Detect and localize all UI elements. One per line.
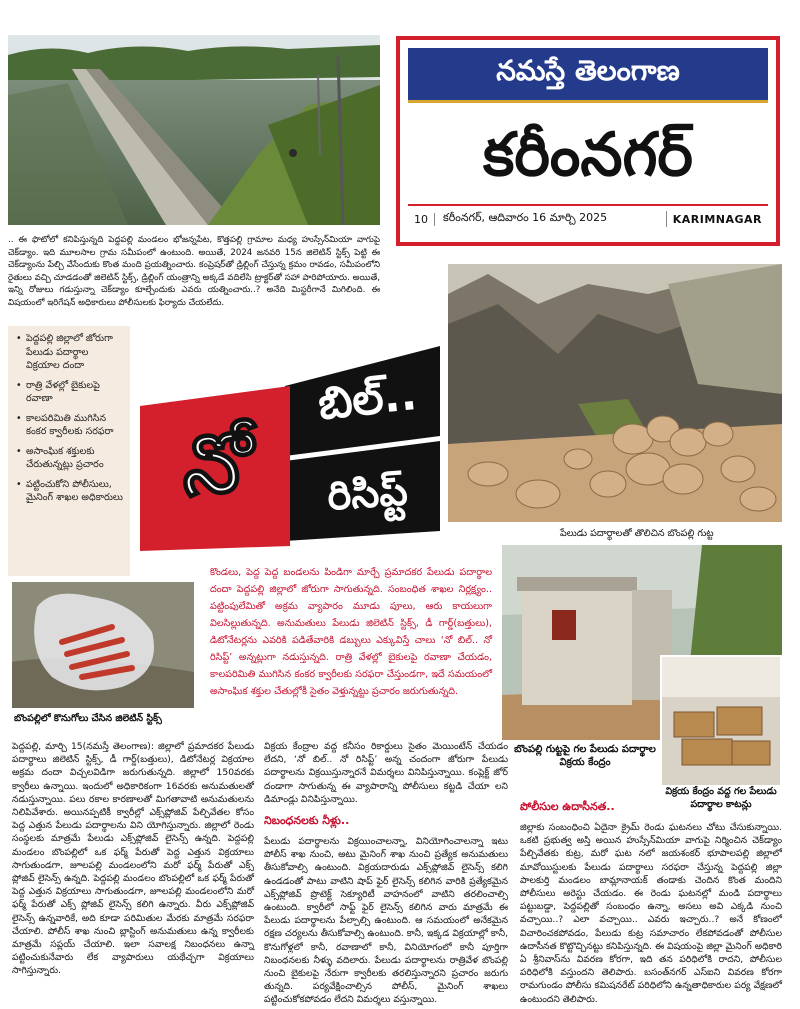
- page-number: 10: [408, 213, 435, 226]
- paper-name: నమస్తే తెలంగాణ: [496, 54, 680, 87]
- dateline: కరీంనగర్, ఆదివారం 16 మార్చి 2025: [435, 211, 667, 227]
- body-column-1: పెద్దపల్లి, మార్చి 15(నమస్తే తెలంగాణ): జిల్లాలో ప్రమాదకర పేలుడు పదార్థాలు జిలెటిన్ స్టిక్స్, డీ గార్డ్(బత్తులు), డిటోనేటర్ల విక్రయాల అక్రమ దందా విచ్చలవిడిగా జరుగుతున్నది. జిల్లాలో 150వరకు క్వారీలు ఉన్నాయి. ఇందులో అధికారికంగా 16వరకు అనుమతులతో నడుస్తున్నాయి. పలు రకాల కారణాలతో మిగతావాటి అనుమతులను నిలిపివేశారు. అయినప్పటికీ క్వారీల్లో ఎక్స్‌ప్లోజివ్ పేల్చివేతల కోసం పెద్ద ఎత్తున పేలుడు పదార్థాలను విని యోగిస్తున్నారు. జిల్లాలో రెండు సంస్థలకు మాత్రమే పేలుడు ఎక్స్‌ప్లోజివ్ లైసెన్స్ ఉన్నది. పెద్దపల్లి మండలం బొంపల్లిలో ఒక ఫర్మ్ పేరుతో పెద్ద ఎత్తున విక్రయాలు సాగుతుండగా, జూలపల్లి మండలంలోని మరో ఫర్మ్ పేరుతో ఎక్స్ ప్లోజివ్ లైసెన్స్ ఉన్నది. పెద్దపల్లి మండలం బొంపల్లిలో ఒక ఫర్మ్ పేరుతో పెద్ద ఎత్తున విక్రయాలు సాగుతుండగా, జూలపల్లి మండలంలోని మరో ఫర్మ్ పేరుతో ఎక్స్ ప్లోజివ్ లైసెన్స్ కలిగి ఉన్నారు. వీరు ఎక్స్‌ప్లోజివ్ లైసెన్స్ ఉన్నవారికే, అది కూడా పరిమితుల మేరకు మాత్రమే సరఫరా చేయాలి. పోలీస్ శాఖ నుంచి బ్లాస్టింగ్ అనుమతులు ఉన్న క్వారీలకు మాత్రమే సప్లయ్ చేయాలి. ఇలా సవాలక్ష నిబంధనలు ఉన్నా పట్టించుకునేవారు లేక వ్యాపారులు యథేచ్ఛగా విక్రయాలు సాగిస్తున్నారు.: [12, 741, 254, 977]
- headline-receipt: రిసిప్ట్: [325, 468, 410, 520]
- headline-no: నో: [176, 413, 260, 516]
- dateline-bar: [408, 204, 768, 232]
- highlights-box: [8, 326, 130, 576]
- edition-title: కరీంనగర్: [483, 120, 693, 190]
- boxes-image: [662, 657, 780, 785]
- masthead: [396, 36, 780, 246]
- gelatin-sticks-image: [12, 582, 194, 708]
- column-3-paragraph: జిల్లాకు సంబంధించి ఏదైనా క్రైమ్ రెండు ఘటనలు చోటు చేసుకున్నాయి. ఒకటి ప్రభుత్వ అస్తి అయిన హుస్సేన్‌మియా వాగుపై నిర్మించిన చెక్‌డ్యాం పేల్చివేతకు కుట్ర, మరో ఘట నలో జయశంకర్ భూపాలపల్లి జిల్లాలో మావోయిస్టులకు పేలుడు పదార్థాలు సరఫరా చేస్తున్న పెద్దపల్లి జిల్లా పాలకుర్తి మండలం బామ్లానాయక్ తండాకు చెందిన కొంత మందిని పోలీసులు అరెస్టు చేయడం. ఈ రెండు ఘటనల్లో మండి పదార్థాలు పట్టుబడ్డా, పెద్దపల్లితో సంబంధం ఉన్నా, అసలు అవి ఎక్కడి నుంచి వచ్చాయి..? ఎలా వచ్చాయి.. ఎవరు ఇచ్చారు..? అనే కోణంలో విచారించకపోవడం, పేలుడు కుట్ర సమాచారం లేకపోవడంతో పోలీసుల ఉదాసీనత కొట్టొచ్చినట్టు కనిపిస్తున్నది. ఈ విషయంపై జిల్లా మైనింగ్ అధికారి ఏ శ్రీనివాస్‌ను వివరణ కోరగా, ఇది తన పరిధిలోకి రాదని, పోలీసుల పరిధిలోకి వస్తుందని తెలిపారు. బసంత్‌నగర్ ఎస్‌ఐని వివరణ కోరగా రామగుండం పోలీసు కమిషనరేట్ పరిధిలోని ఉన్నతాధికారుల పర్య వేక్షణలో ఉంటుందని తెలిపారు.: [520, 822, 782, 1005]
- body-column-3: [520, 800, 782, 1006]
- gelatin-sticks-photo: [12, 582, 194, 708]
- column-3-subheading: పోలీసుల ఉదాసీనత..: [520, 800, 615, 813]
- gelatin-sticks-caption: బొంపల్లిలో కొనుగోలు చేసిన జిలెటిన్ స్టిక్స్: [14, 713, 162, 724]
- quarry-hill-image: [448, 264, 782, 522]
- intro-paragraph: కొండలు, పెద్ద పెద్ద బండలను పిండిగా మార్చే ప్రమాదకర పేలుడు పదార్థాల దందా పెద్దపల్లి జిల్లాలో జోరుగా సాగుతున్నది. సంబంధిత శాఖల నిర్లక్ష్యం.. పట్టింపులేమితో అక్రమ వ్యాపారం మూడు పూలు, ఆరు కాయలుగా విలసిల్లుతున్నది. అనుమతులు పేలుడు జిలెటిన్ స్టిక్స్, డీ గార్డ్(బత్తులు), డిటోనేటర్లను ఎవరికి పడితేవారికి డబ్బులు ఎక్కువిస్తే చాలు ‘నో బిల్.. నో రిసిప్ట్’ అన్నట్లుగా నడుస్తున్నది. రాత్రి వేళల్లో బైకులపై రవాణా చేయడం, కాలపరిమితి ముగిసిన కంకర క్వారీలకు సరఫరా చేస్తుండగా, ఇదే సమయంలో అసాంఘిక శక్తుల చేతుల్లోకీ సైతం వెళ్తున్నట్టు ప్రచారం జరుగుతున్నది.: [210, 567, 492, 697]
- check-dam-photo: [8, 35, 380, 225]
- headline-bill: బిల్..: [315, 368, 420, 431]
- shed-caption: బొంపల్లి గుట్టపై గల పేలుడు పదార్థాల విక్రయ కేంద్రం: [514, 744, 656, 768]
- check-dam-image: [8, 35, 380, 225]
- body-column-2: [264, 740, 508, 1007]
- column-2-paragraph-1: విక్రయ కేంద్రాల వద్ద కనీసం రికార్డులు సైతం మెయింటేన్ చేయడం లేదని, ‘నో బిల్.. నో రిసిప్ట్’ అన్న చందంగా జోరుగా పేలుడు పదార్థాలను విక్రయిస్తున్నారనే విమర్శలు వినిపిస్తున్నాయి. కంప్లెక్ట్ జోర్ దండాగా సాగుతున్న ఈ వ్యాపారాన్ని పోలీసులు కట్టడి చేయా లని డిమాండ్లు వినిపిస్తున్నాయి.: [264, 741, 508, 805]
- boxes-photo: [660, 655, 782, 787]
- highlight-item: • అసాంఘిక శక్తులకు చేరుతున్నట్లు ప్రచారం: [16, 445, 104, 470]
- check-dam-caption: .. ఈ ఫొటోలో కనిపిస్తున్నది పెద్దపల్లి మండలం భోజన్నపేట, కొత్తపల్లి గ్రామాల మధ్య హుస్సేన్‌మియా వాగుపై చెక్‌డ్యాం. ఇది మూలసాల గ్రామ సమీపంలో ఉంటుంది. అయితే, 2024 జనవరి 15న జిలెటిన్ స్టిక్స్ పెట్టి ఈ చెక్‌డ్యాంను పేల్చి వేసేందుకు కొంత మంది ప్రయత్నించారు. కంప్రెషర్‌తో డ్రిల్లింగ్ చేస్తున్న క్రమం రావడం, సమీపంలోని రైతులు వచ్చి చూడడంతో జిలెటిన్ స్టిక్స్, డ్రిల్లింగ్ యంత్రాన్ని అక్కడే వదిలేసి ట్రాక్టర్‌తో సహా పారిపోయారు. అయితే, ఇన్ని రోజులు గడుస్తున్నా చెక్‌డ్యాం కూల్చేందుకు ఎవరు యత్నించారు..? అనేది మిస్టరీగానే మిగిలింది. ఈ విషయంలో ఇరిగేషన్ అధికారులు పోలీసులకు ఫిర్యాదు చేయలేదు.: [8, 235, 380, 308]
- highlight-item: • పెద్దపల్లి జిల్లాలో జోరుగా పేలుడు పదార్థాల విక్రయాల దందా: [16, 333, 113, 371]
- column-2-paragraph-2: పేలుడు పదార్థాలను విక్రయించాలన్నా, వినియోగించాలన్నా ఇటు పోలీస్ శాఖ నుంచి, అటు మైనింగ్ శాఖ నుంచి ప్రత్యేక అనుమతులు తీసుకోవాల్సి ఉంటుంది. విక్రయదారుడు ఎక్స్‌ప్లోజివ్ లైసెన్స్ కలిగి ఉండడంతో పాటు వాటిని షాప్ ఫైర్ లైసెన్స్ కలిగిన వారికి ప్రత్యేకమైన ఎక్స్‌ప్లోజివ్ ప్రొటెక్ట్ సెక్యూరిటీ వాహనంలో వాటిని తరలించాల్సి ఉంటుంది. క్వారీలో సాఫ్ట్ ఫైర్ లైసెన్స్ కలిగిన వారు మాత్రమే ఈ పేలుడు పదార్థాలను పేల్చాల్సి ఉంటుంది. ఆ సమయంలో అనేకమైన రక్షణ చర్యలను తీసుకోవాల్సి ఉంటుంది. కానీ, ఇక్కడ విక్రయాల్లో కానీ, కొనుగోళ్లలో కానీ, రవాణాలో కానీ, వినియోగంలో కానీ పూర్తిగా నిబంధనలకు నీళ్ళు వదిలారు. పేలుడు పదార్థాలను రాత్రివేళ బొంపల్లి నుంచి బైకులపై నేరుగా క్వారీలకు తరలిస్తున్నారని ప్రచారం జరుగు తున్నది. పర్యవేక్షించాల్సిన పోలీస్, మైనింగ్ శాఖలు పట్టించుకోకపోవడం లేదని విమర్శలు వస్తున్నాయి.: [264, 836, 508, 1006]
- column-2-subheading: నిబంధనలకు నీళ్లు..: [264, 814, 350, 828]
- headline-graphic: [140, 326, 450, 556]
- edition-english: KARIMNAGAR: [672, 212, 762, 226]
- quarry-hill-photo: [448, 264, 782, 522]
- highlight-item: • కాలపరిమితి ముగిసిన కంకర క్వారీలకు సరఫరా: [16, 412, 114, 437]
- masthead-name-bar: [408, 48, 768, 103]
- highlights-list: [8, 326, 130, 505]
- quarry-hill-caption: పేలుడు పదార్థాలతో తొలిచిన బొంపల్లి గుట్ట: [560, 528, 714, 539]
- highlight-item: • పట్టించుకోని పోలీసులు, మైనింగ్ శాఖల అధికారులు: [16, 478, 123, 503]
- highlight-item: • రాత్రి వేళల్లో బైకులపై రవాణా: [16, 379, 100, 404]
- boxes-caption: విక్రయ కేంద్రం వద్ద గల పేలుడు పదార్థాల కాటన్లు: [665, 786, 777, 810]
